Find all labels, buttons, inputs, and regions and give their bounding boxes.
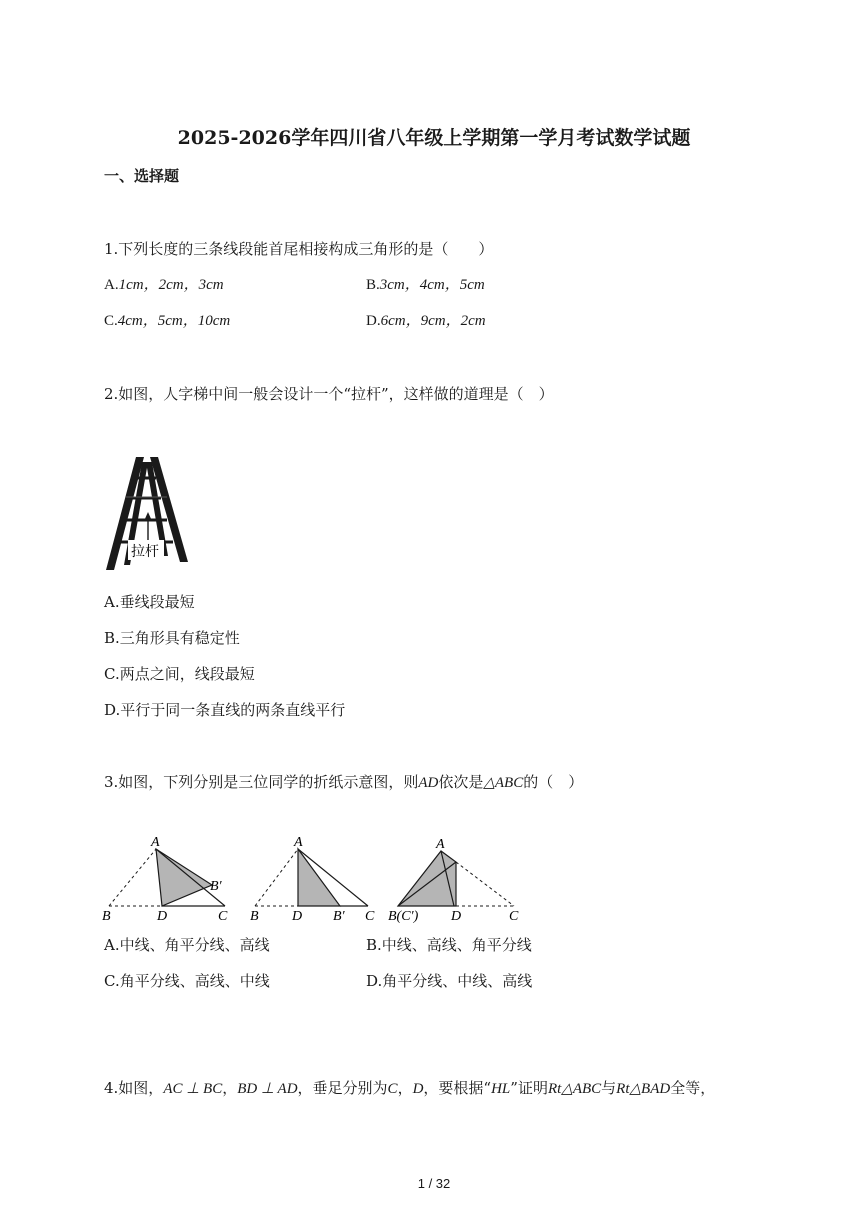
q3-stem-triangle: △ABC bbox=[483, 775, 524, 791]
fig3-label-c: C bbox=[509, 909, 519, 924]
q2-option-b[interactable]: B.三角形具有稳定性 bbox=[104, 629, 240, 647]
q1-option-a-value: 1cm，2cm，3cm bbox=[118, 277, 224, 293]
fig3-label-d: D bbox=[451, 909, 462, 924]
q1-option-b-label: B. bbox=[366, 277, 380, 293]
question-2-stem: 2.如图，人字梯中间一般会设计一个“拉杆”，这样做的道理是（ ） bbox=[104, 385, 554, 403]
q4-math-ac-perp-bc: AC ⊥ BC bbox=[163, 1081, 223, 1097]
page-number: 1 / 32 bbox=[417, 1176, 451, 1191]
q4-math-rt-abc: Rt△ABC bbox=[547, 1081, 602, 1097]
q2-option-a[interactable]: A.垂线段最短 bbox=[104, 593, 195, 611]
tie-bar-label: 拉杆 bbox=[131, 544, 159, 560]
q3-stem-ad: AD bbox=[418, 775, 439, 791]
q3-option-d[interactable]: D.角平分线、中线、高线 bbox=[366, 972, 533, 990]
q3-stem-mid: 依次是 bbox=[438, 773, 484, 791]
q4-sep-1: ， bbox=[222, 1079, 238, 1097]
folding-figures bbox=[100, 832, 530, 927]
ladder-figure bbox=[100, 450, 195, 575]
q4-text-5: 全等， bbox=[670, 1079, 716, 1097]
question-1-stem: 1.下列长度的三条线段能首尾相接构成三角形的是（ ） bbox=[104, 240, 494, 258]
q4-math-d: D bbox=[412, 1081, 424, 1097]
q1-option-a-label: A. bbox=[104, 277, 119, 293]
q4-math-rt-bad: Rt△BAD bbox=[616, 1081, 671, 1097]
fig1-label-c: C bbox=[218, 909, 228, 924]
q4-prefix: 4.如图， bbox=[104, 1079, 164, 1097]
q4-math-c: C bbox=[387, 1081, 398, 1097]
fig1-label-b: B bbox=[102, 909, 111, 924]
q1-option-c[interactable] bbox=[104, 309, 230, 330]
q1-option-a[interactable] bbox=[104, 273, 224, 294]
fig1-label-d: D bbox=[157, 909, 168, 924]
q4-text-4: 与 bbox=[601, 1079, 617, 1097]
section-heading: 一、选择题 bbox=[104, 167, 180, 185]
q3-stem-post: 的（ ） bbox=[523, 773, 584, 791]
fig1-label-bprime: B′ bbox=[210, 879, 222, 894]
q4-sep-2: ， bbox=[397, 1079, 413, 1097]
q1-option-d-value: 6cm，9cm，2cm bbox=[380, 313, 486, 329]
fig2-label-bprime: B′ bbox=[333, 909, 345, 924]
q2-option-c[interactable]: C.两点之间，线段最短 bbox=[104, 665, 255, 683]
q3-option-b[interactable]: B.中线、高线、角平分线 bbox=[366, 936, 532, 954]
fig2-label-a: A bbox=[294, 835, 303, 850]
fig2-label-b: B bbox=[250, 909, 259, 924]
arrow-up-icon bbox=[144, 512, 152, 521]
question-3-stem bbox=[104, 771, 583, 792]
q3-stem-pre: 3.如图，下列分别是三位同学的折纸示意图，则 bbox=[104, 773, 419, 791]
fig2-label-d: D bbox=[292, 909, 303, 924]
q1-option-b-value: 3cm，4cm，5cm bbox=[379, 277, 485, 293]
q1-option-c-value: 4cm，5cm，10cm bbox=[117, 313, 231, 329]
fold-figure-1 bbox=[102, 835, 228, 924]
question-4-stem bbox=[104, 1077, 715, 1098]
q4-text-3: ”证明 bbox=[510, 1079, 548, 1097]
fig1-label-a: A bbox=[151, 835, 160, 850]
fold-figure-3 bbox=[388, 837, 519, 924]
q1-option-d-label: D. bbox=[366, 313, 381, 329]
fig3-label-a: A bbox=[436, 837, 445, 852]
q4-math-hl: HL bbox=[491, 1081, 511, 1097]
q1-option-b[interactable] bbox=[366, 273, 485, 294]
q3-option-c[interactable]: C.角平分线、高线、中线 bbox=[104, 972, 270, 990]
q1-option-d[interactable] bbox=[366, 309, 486, 330]
fig3-label-bc: B(C′) bbox=[388, 909, 419, 924]
q4-text-2: ，要根据“ bbox=[423, 1079, 492, 1097]
q4-text-1: ，垂足分别为 bbox=[297, 1079, 388, 1097]
page-title: 2025-2026学年四川省八年级上学期第一学月考试数学试题 bbox=[177, 127, 691, 149]
q3-option-a[interactable]: A.中线、角平分线、高线 bbox=[104, 936, 270, 954]
q4-math-bd-perp-ad: BD ⊥ AD bbox=[237, 1081, 298, 1097]
q1-option-c-label: C. bbox=[104, 313, 118, 329]
fold-figure-2 bbox=[250, 835, 375, 924]
q2-option-d[interactable]: D.平行于同一条直线的两条直线平行 bbox=[104, 701, 346, 719]
fig2-label-c: C bbox=[365, 909, 375, 924]
